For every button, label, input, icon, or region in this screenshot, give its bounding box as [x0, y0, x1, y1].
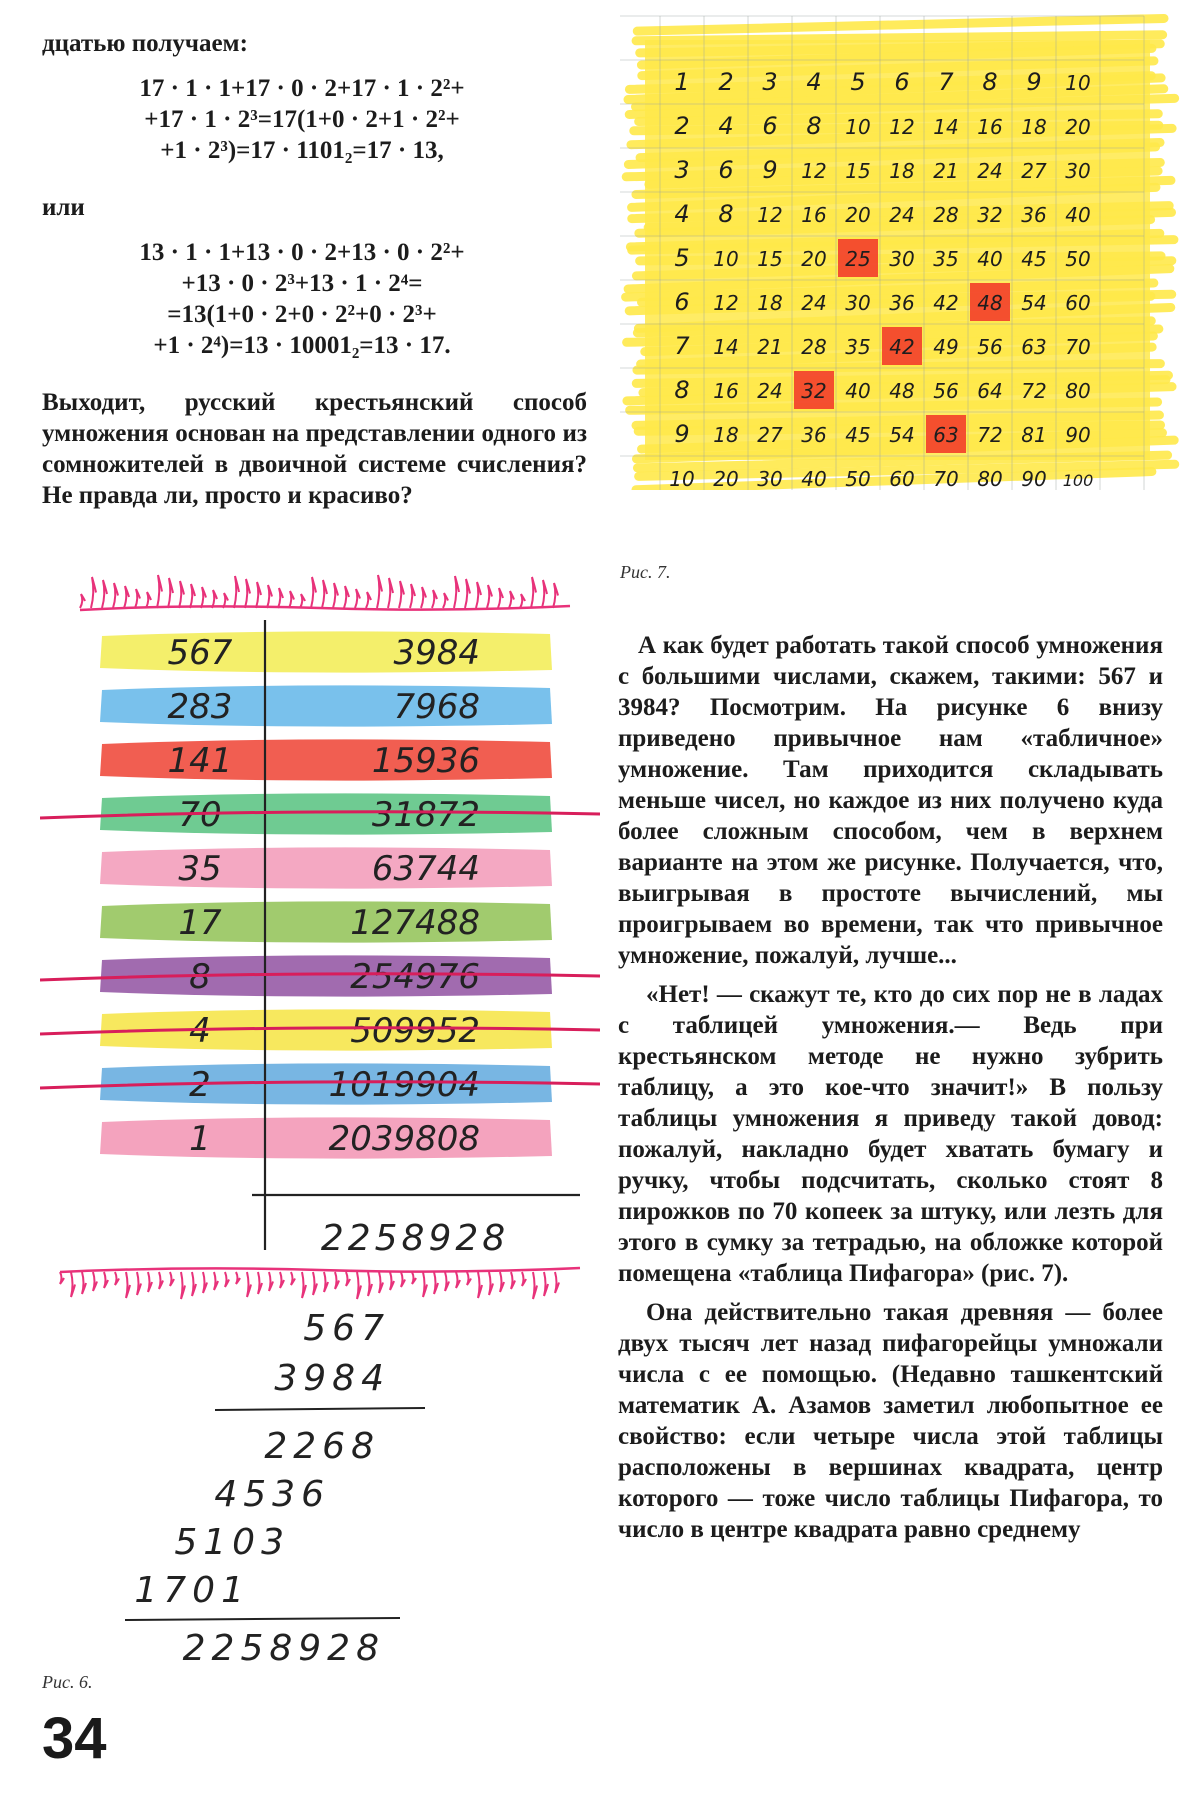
table-cell-number: 3 — [674, 156, 690, 184]
table-cell-number: 100 — [1062, 471, 1094, 490]
table-cell-number: 81 — [1021, 423, 1047, 447]
table-cell-number: 10 — [845, 115, 871, 139]
intro-line: дцатью получаем: — [42, 30, 248, 57]
right-number: 31872 — [371, 795, 480, 835]
right-number: 3984 — [393, 633, 480, 673]
table-cell-number: 40 — [845, 379, 871, 403]
bottom-fringe — [60, 1268, 580, 1299]
table-cell-number: 2 — [674, 112, 690, 140]
fringe-stroke — [302, 1272, 306, 1298]
fringe-stroke — [60, 1272, 64, 1284]
fringe-stroke — [289, 591, 294, 608]
fringe-stroke — [520, 594, 525, 608]
fringe-stroke — [366, 592, 371, 608]
color-band — [100, 1117, 552, 1158]
result: 2258928 — [182, 1628, 385, 1669]
table-cell-number: 24 — [977, 159, 1003, 183]
table-cell-number: 32 — [801, 379, 827, 403]
fringe-stroke — [234, 576, 239, 608]
fringe-stroke — [146, 592, 151, 608]
fringe-stroke — [335, 1272, 339, 1289]
table-cell-number: 8 — [982, 68, 998, 96]
partial-product: 1701 — [134, 1570, 250, 1611]
left-number: 17 — [178, 903, 222, 943]
fringe-stroke — [291, 1272, 295, 1285]
fringe-stroke — [346, 1272, 350, 1286]
fringe-stroke — [377, 575, 382, 608]
fringe-stroke — [269, 1272, 273, 1291]
table-cell-number: 8 — [718, 200, 734, 228]
fringe-stroke — [236, 1272, 240, 1284]
fringe-stroke — [170, 1272, 174, 1286]
table-cell-number: 6 — [718, 156, 734, 184]
table-cell-number: 8 — [674, 376, 690, 404]
fringe-stroke — [555, 1272, 559, 1293]
product-line — [215, 1408, 425, 1410]
table-cell-number: 50 — [1065, 247, 1091, 271]
right-number: 127488 — [350, 903, 480, 943]
fringe-stroke — [324, 1272, 328, 1292]
sum-group — [321, 1218, 509, 1259]
table-cell-number: 10 — [669, 467, 695, 490]
paragraph: Она действительно такая древняя — более двух тысяч лет назад пифагорейцы умножали числа с ее помощью. (Недавно ташкентский математик А. Азамов заметил любопытное ее свойство: если четыре числа этой таблицы расположены в вершинах квадрата, центр которого — тоже число таблицы Пифагора, то число в центре квадрата равно среднему — [618, 1299, 1163, 1543]
multiplicand: 567 — [303, 1308, 390, 1349]
table-cell-number: 64 — [977, 379, 1003, 403]
table-cell-number: 8 — [806, 112, 822, 140]
fringe-stroke — [379, 1272, 383, 1293]
table-cell-number: 24 — [757, 379, 783, 403]
table-cell-number: 18 — [757, 291, 783, 315]
fringe-stroke — [168, 578, 173, 608]
table-cell-number: 35 — [933, 247, 959, 271]
left-number: 141 — [167, 741, 233, 781]
table-cell-number: 45 — [845, 423, 871, 447]
fringe-stroke — [203, 1272, 207, 1293]
table-cell-number: 27 — [757, 423, 783, 447]
table-cell-number: 6 — [762, 112, 778, 140]
fringe-stroke — [443, 593, 448, 608]
table-cell-number: 36 — [801, 423, 827, 447]
fringe-stroke — [201, 587, 206, 608]
table-cell-number: 25 — [845, 247, 871, 271]
fringe-stroke — [82, 1272, 86, 1294]
paragraph: А как будет работать такой способ умножения с большими числами, скажем, такими: 567 и 3984? Посмотрим. На рисунке 6 внизу приведено привычное нам «табличное» умножение. Там приходится складывать меньше чисел, но каждое из них получено куда более сложным способом, чем в верхнем варианте на этом же рисунке. Получается, что, выигрывая в простоте вычислений, мы проигрываем во времени, так что привычное умножение, пожалуй, лучше... — [618, 632, 1163, 969]
fringe-stroke — [500, 1272, 504, 1292]
right-number: 7968 — [393, 687, 480, 727]
fringe-stroke — [245, 579, 250, 608]
table-cell-number: 7 — [674, 332, 690, 360]
table-cell-number: 70 — [933, 467, 959, 490]
fringe-stroke — [434, 1272, 438, 1294]
table-cell-number: 54 — [1021, 291, 1047, 315]
table-cell-number: 4 — [674, 200, 690, 228]
table-cell-number: 27 — [1021, 159, 1047, 183]
table-cell-number: 16 — [713, 379, 739, 403]
page-number: 34 — [42, 1706, 107, 1771]
table-cell-number: 56 — [977, 335, 1003, 359]
color-band — [100, 847, 552, 888]
fringe-stroke — [333, 583, 338, 608]
table-cell-number: 32 — [977, 203, 1003, 227]
fringe-stroke — [388, 578, 393, 608]
table-cell-number: 45 — [1021, 247, 1047, 271]
table-cell-number: 4 — [718, 112, 734, 140]
table-cell-number: 40 — [801, 467, 827, 490]
fringe-stroke — [179, 581, 184, 608]
table-cell-number: 48 — [889, 379, 915, 403]
table-cell-number: 63 — [1021, 335, 1047, 359]
table-cell-number: 90 — [1065, 423, 1091, 447]
table-cell-number: 5 — [674, 244, 690, 272]
figure-7-caption: Рис. 7. — [620, 562, 671, 582]
right-number: 63744 — [371, 849, 480, 889]
fringe-stroke — [467, 1272, 471, 1285]
fringe-stroke — [544, 1272, 548, 1296]
table-cell-number: 40 — [1065, 203, 1091, 227]
table-cell-number: 12 — [889, 115, 915, 139]
fringe-stroke — [390, 1272, 394, 1290]
table-cell-number: 35 — [845, 335, 871, 359]
equation-line: 13 · 1 · 1+13 · 0 · 2+13 · 0 · 2²+ — [139, 239, 465, 266]
table-cell-number: 50 — [845, 467, 871, 490]
partial-product: 4536 — [214, 1474, 330, 1515]
fringe-stroke — [410, 584, 415, 608]
fringe-stroke — [522, 1272, 526, 1286]
fringe-stroke — [478, 1272, 482, 1298]
table-cell-number: 70 — [1065, 335, 1091, 359]
fringe-stroke — [456, 1272, 460, 1288]
fringe-stroke — [190, 584, 195, 608]
equation-line: +13 · 0 · 2³+13 · 1 · 2⁴= — [181, 270, 423, 297]
table-cell-number: 56 — [933, 379, 959, 403]
table-cell-number: 12 — [801, 159, 827, 183]
table-cell-number: 42 — [889, 335, 915, 359]
peasant-multiplication — [40, 560, 600, 1670]
fringe-stroke — [511, 1272, 515, 1289]
table-cell-number: 20 — [801, 247, 827, 271]
pythagoras-table — [620, 10, 1180, 490]
equation-1 — [42, 73, 562, 166]
table-cell-number: 6 — [674, 288, 690, 316]
table-cell-number: 63 — [933, 423, 959, 447]
fringe-stroke — [93, 1272, 97, 1291]
fringe-stroke — [476, 582, 481, 608]
figure-6-caption: Рис. 6. — [42, 1672, 93, 1692]
left-number: 1 — [189, 1119, 211, 1159]
equation-line: 17 · 1 · 1+17 · 0 · 2+17 · 1 · 2²+ — [139, 75, 465, 102]
left-number: 35 — [178, 849, 222, 889]
left-number: 4 — [189, 1011, 211, 1051]
table-cell-number: 72 — [977, 423, 1003, 447]
table-cell-number: 28 — [801, 335, 827, 359]
table-cell-number: 24 — [889, 203, 915, 227]
fringe-stroke — [445, 1272, 449, 1291]
or-word: или — [42, 194, 85, 221]
fringe-stroke — [313, 1272, 317, 1295]
fringe-stroke — [71, 1272, 75, 1297]
table-cell-number: 4 — [806, 68, 822, 96]
fringe-stroke — [465, 579, 470, 608]
equation-line: =13(1+0 · 2+0 · 2²+0 · 2³+ — [167, 301, 437, 328]
table-cell-number: 30 — [845, 291, 871, 315]
fringe-stroke — [247, 1272, 251, 1297]
fringe-stroke — [553, 583, 558, 608]
table-cell-number: 16 — [977, 115, 1003, 139]
left-number: 70 — [178, 795, 222, 835]
sum-value: 2258928 — [320, 1218, 510, 1259]
table-cell-number: 30 — [757, 467, 783, 490]
fringe-stroke — [421, 587, 426, 608]
figure-6 — [40, 560, 600, 1670]
scribble-stroke — [637, 18, 1164, 31]
fringe-stroke — [300, 594, 305, 608]
fringe-stroke — [135, 589, 140, 608]
table-cell-number: 60 — [889, 467, 915, 490]
table-cell-number: 20 — [845, 203, 871, 227]
fringe-stroke — [412, 1272, 416, 1284]
table-cell-number: 21 — [757, 335, 783, 359]
table-cell-number: 12 — [757, 203, 783, 227]
table-cell-number: 40 — [977, 247, 1003, 271]
table-cell-number: 18 — [889, 159, 915, 183]
paragraph-top: Выходит, русский крестьянский способ умножения основан на представлении одного из сомножителей в двоичной системе счисления? Не правда ли, просто и красиво? — [42, 389, 587, 509]
table-cell-number: 1 — [674, 68, 690, 96]
fringe-stroke — [542, 580, 547, 608]
table-cell-number: 30 — [1065, 159, 1091, 183]
table-cell-number: 42 — [933, 291, 959, 315]
fringe-stroke — [344, 586, 349, 608]
table-cell-number: 2 — [718, 68, 734, 96]
table-cell-number: 10 — [1065, 71, 1091, 95]
fringe-stroke — [258, 1272, 262, 1294]
fringe-baseline — [80, 606, 570, 610]
fringe-stroke — [124, 586, 129, 608]
table-cell-number: 30 — [889, 247, 915, 271]
table-cell-number: 14 — [713, 335, 739, 359]
table-cell-number: 24 — [801, 291, 827, 315]
table-cell-number: 15 — [845, 159, 871, 183]
fringe-stroke — [423, 1272, 427, 1297]
table-cell-number: 12 — [713, 291, 739, 315]
fringe-stroke — [192, 1272, 196, 1296]
fringe-stroke — [115, 1272, 119, 1285]
figure-7 — [620, 10, 1180, 490]
right-number: 254976 — [350, 957, 480, 997]
table-cell-number: 48 — [977, 291, 1003, 315]
fringe-stroke — [368, 1272, 372, 1296]
right-column-text — [618, 630, 1163, 1545]
fringe-stroke — [498, 588, 503, 608]
table-cell-number: 18 — [1021, 115, 1047, 139]
equation-line: +1 · 2³)=17 · 1101₂=17 · 13, — [160, 137, 444, 164]
right-number: 15936 — [371, 741, 480, 781]
fringe-stroke — [489, 1272, 493, 1295]
fringe-stroke — [91, 577, 96, 608]
table-cell-number: 5 — [850, 68, 866, 96]
table-cell-number: 18 — [713, 423, 739, 447]
fringe-stroke — [355, 589, 360, 608]
fringe-stroke — [148, 1272, 152, 1292]
table-cell-number: 36 — [1021, 203, 1047, 227]
scribble-stroke — [636, 35, 1163, 41]
table-cell-number: 14 — [933, 115, 959, 139]
fringe-stroke — [126, 1272, 130, 1298]
multiplier: 3984 — [274, 1358, 390, 1399]
right-number: 509952 — [350, 1011, 480, 1051]
left-number: 2 — [189, 1065, 211, 1105]
fringe-stroke — [157, 575, 162, 608]
table-cell-number: 54 — [889, 423, 915, 447]
fringe-stroke — [280, 1272, 284, 1288]
left-number: 283 — [167, 687, 233, 727]
table-cell-number: 6 — [894, 68, 910, 96]
fringe-stroke — [159, 1272, 163, 1289]
table-cell-number: 9 — [762, 156, 778, 184]
fringe-stroke — [278, 588, 283, 608]
partial-product: 5103 — [174, 1522, 290, 1563]
fringe-stroke — [102, 580, 107, 608]
fringe-stroke — [509, 591, 514, 608]
right-number: 2039808 — [328, 1119, 480, 1159]
table-cell-number: 9 — [674, 420, 690, 448]
table-cell-number: 36 — [889, 291, 915, 315]
equation-line: +17 · 1 · 2³=17(1+0 · 2+1 · 2²+ — [144, 106, 460, 133]
fringe-stroke — [311, 577, 316, 608]
top-fringe — [80, 575, 570, 610]
fringe-stroke — [322, 580, 327, 608]
table-cell-number: 60 — [1065, 291, 1091, 315]
math-block — [42, 28, 602, 511]
fringe-stroke — [432, 590, 437, 608]
paragraph: «Нет! — скажут те, кто до сих пор не в ладах с таблицей умножения.— Ведь при крестьянском методе не нужно зубрить таблицу, а это кое-что значит!» В пользу таблицы умножения я приведу такой довод: пожалуй, накладно будет хватать бумагу и ручку, чтобы подсчитать, сколько стоят 8 пирожков по 70 копеек за штуку, или лезть для этого в сумку за тетрадью, на обложке которой помещена «таблица Пифагора» (рис. 7). — [618, 981, 1163, 1287]
result-line — [125, 1618, 400, 1620]
fringe-stroke — [531, 577, 536, 608]
table-cell-number: 21 — [933, 159, 959, 183]
table-cell-number: 49 — [933, 335, 959, 359]
table-cell-number: 7 — [938, 68, 954, 96]
fringe-stroke — [487, 585, 492, 608]
table-cell-number: 20 — [1065, 115, 1091, 139]
fringe-stroke — [256, 582, 261, 608]
equation-2 — [42, 237, 562, 361]
fringe-stroke — [137, 1272, 141, 1295]
fringe-baseline — [60, 1268, 580, 1272]
fringe-stroke — [214, 1272, 218, 1290]
table-cell-number: 80 — [977, 467, 1003, 490]
fringe-stroke — [401, 1272, 405, 1287]
fringe-stroke — [181, 1272, 185, 1299]
table-cell-number: 3 — [762, 68, 778, 96]
fringe-stroke — [80, 594, 85, 608]
fringe-stroke — [104, 1272, 108, 1288]
table-cell-number: 90 — [1021, 467, 1047, 490]
fringe-stroke — [267, 585, 272, 608]
fringe-stroke — [454, 576, 459, 608]
fringe-stroke — [357, 1272, 361, 1299]
fringe-stroke — [399, 581, 404, 608]
table-cell-number: 80 — [1065, 379, 1091, 403]
table-cell-number: 9 — [1026, 68, 1042, 96]
long-multiplication — [125, 1308, 425, 1669]
fringe-stroke — [113, 583, 118, 608]
table-cell-number: 20 — [713, 467, 739, 490]
table-cell-number: 72 — [1021, 379, 1047, 403]
table-cell-number: 28 — [933, 203, 959, 227]
fringe-stroke — [225, 1272, 229, 1287]
color-band — [100, 901, 552, 942]
right-number: 1019904 — [328, 1065, 480, 1105]
partial-product: 2268 — [264, 1426, 380, 1467]
equation-line: +1 · 2⁴)=13 · 10001₂=13 · 17. — [153, 332, 451, 359]
table-cell-number: 16 — [801, 203, 827, 227]
fringe-stroke — [533, 1272, 537, 1299]
left-number: 8 — [189, 957, 211, 997]
left-number: 567 — [167, 633, 233, 673]
table-cell-number: 10 — [713, 247, 739, 271]
table-cell-number: 15 — [757, 247, 783, 271]
